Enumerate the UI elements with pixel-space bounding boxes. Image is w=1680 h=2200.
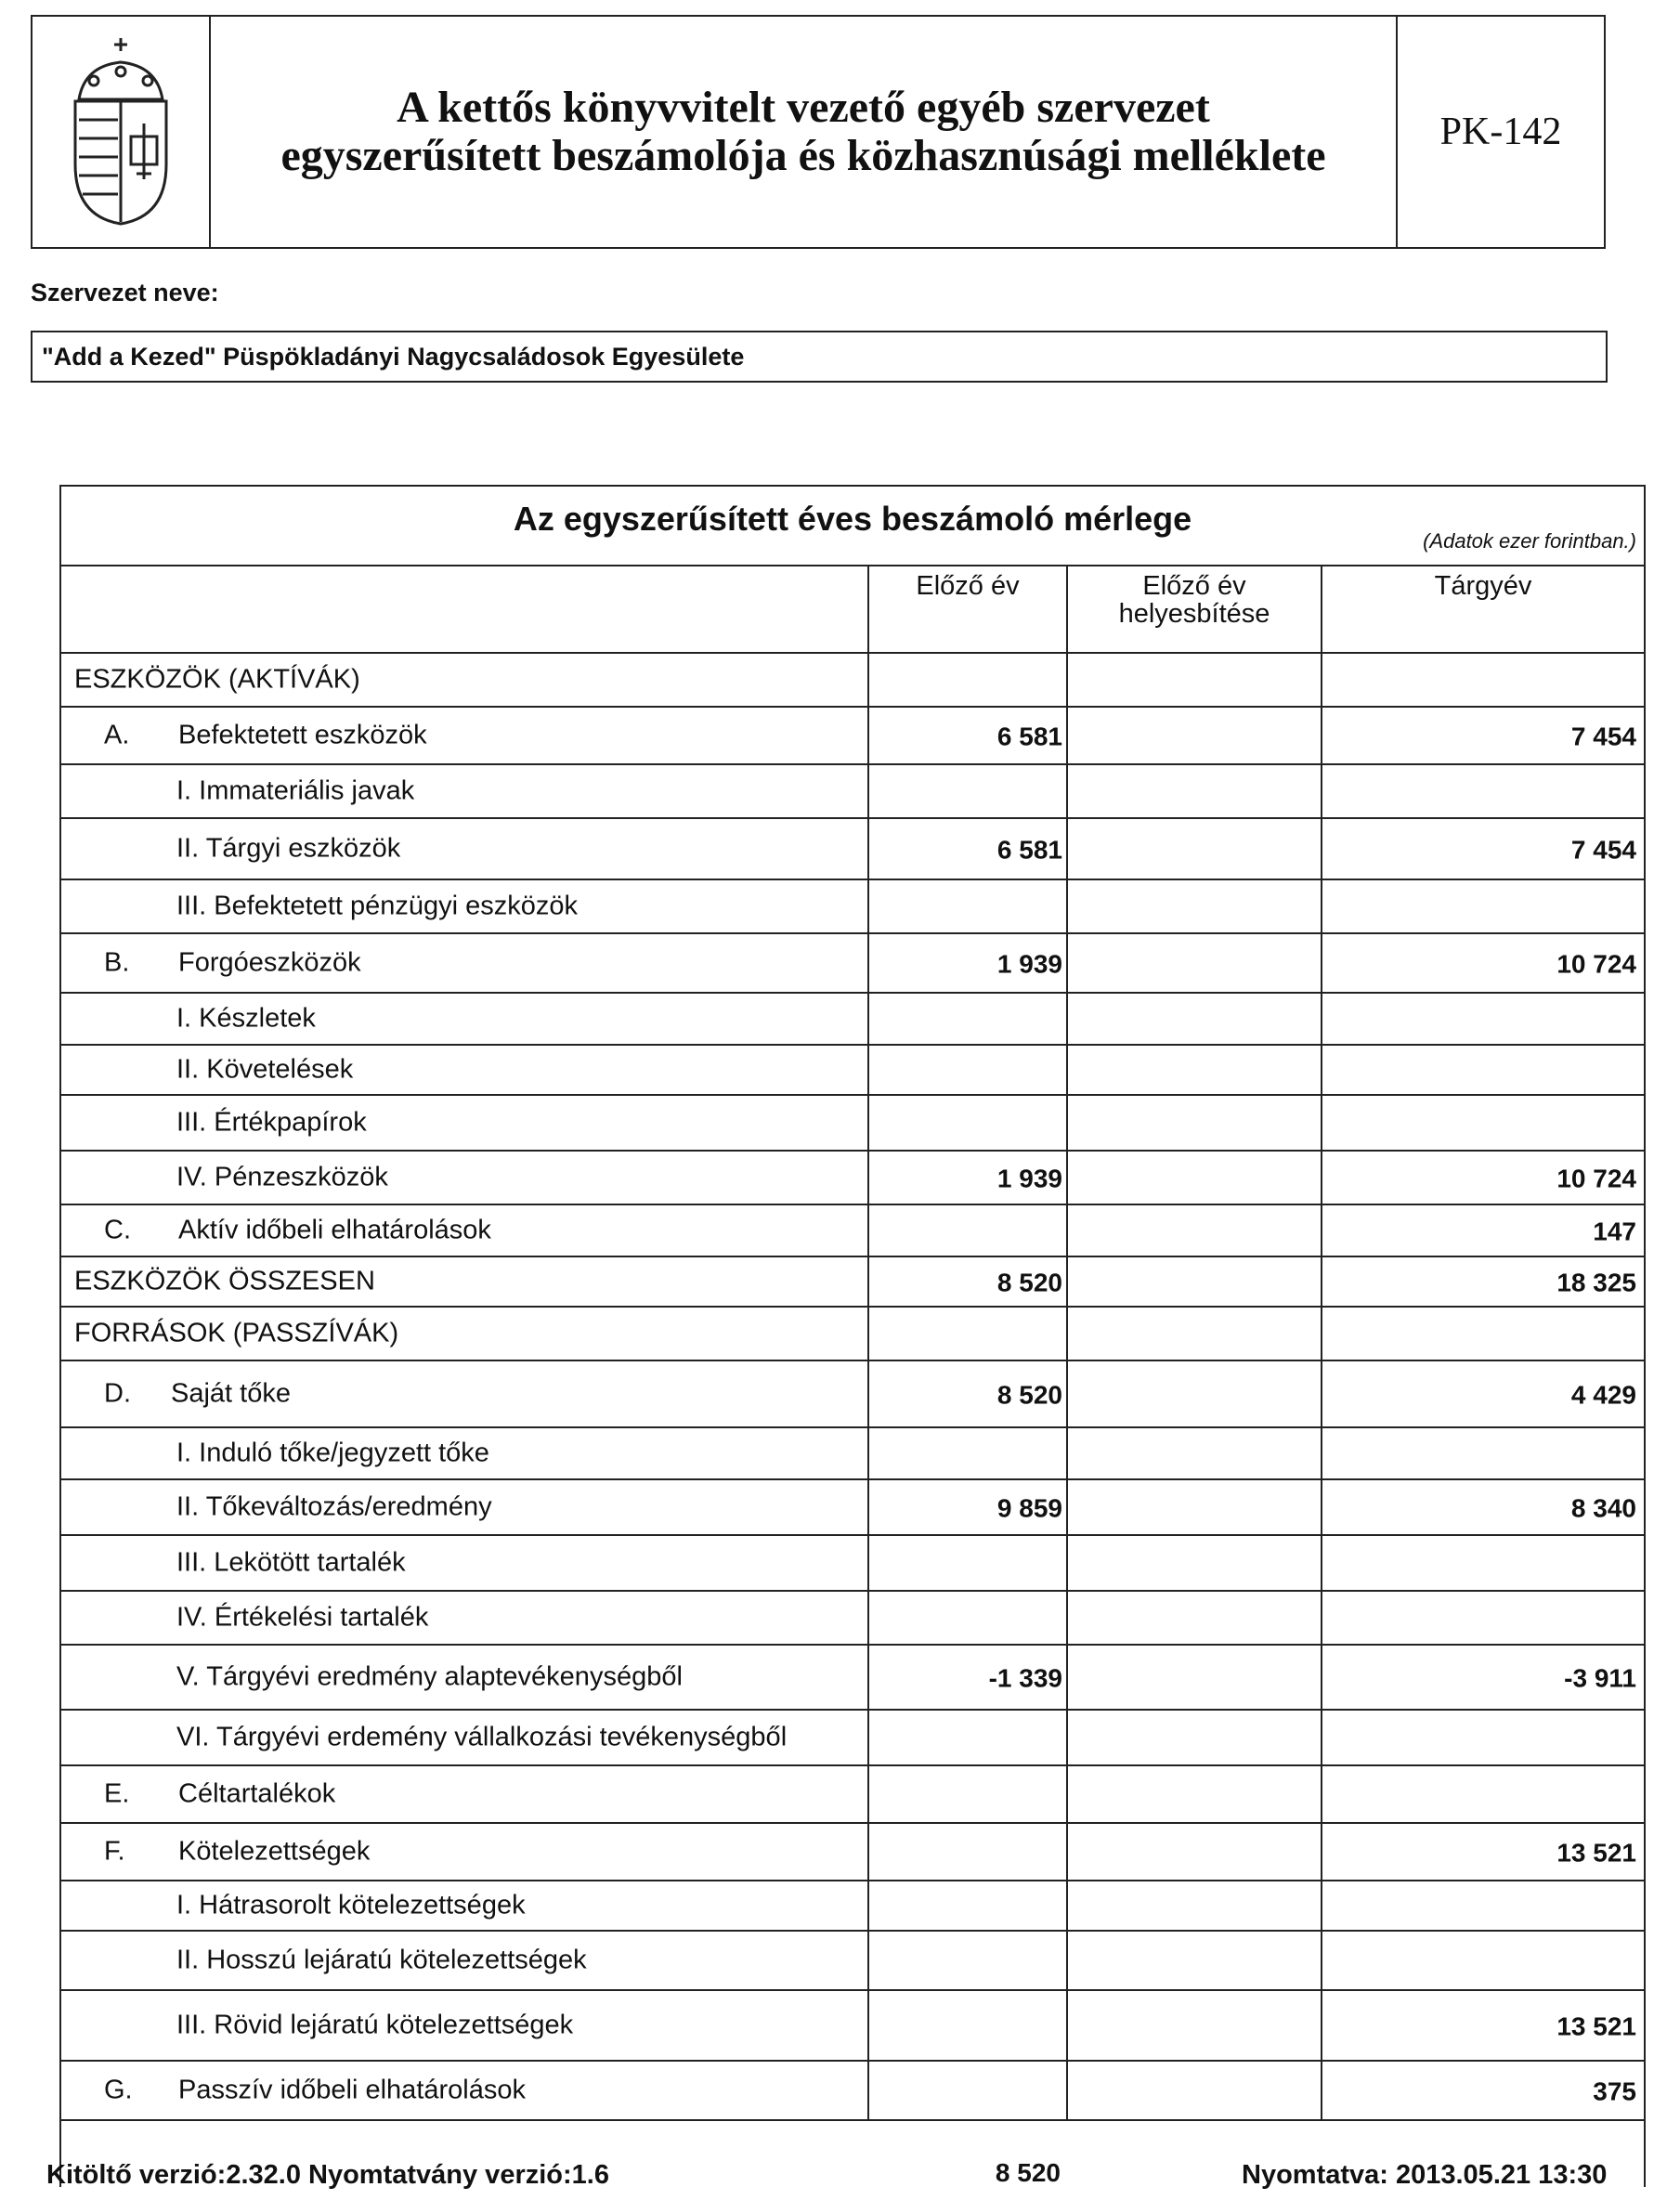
table-row bbox=[61, 654, 1644, 708]
column-divider bbox=[1066, 880, 1068, 932]
column-divider bbox=[1066, 819, 1068, 879]
row-code: F. bbox=[104, 1836, 125, 1867]
column-divider bbox=[1321, 1592, 1322, 1644]
column-divider bbox=[1066, 1646, 1068, 1709]
row-current-year-value: 147 bbox=[1593, 1217, 1636, 1246]
column-divider bbox=[1321, 1881, 1322, 1930]
column-divider bbox=[1066, 1257, 1068, 1306]
hungarian-coat-of-arms-icon bbox=[66, 34, 176, 229]
column-divider bbox=[1066, 1592, 1068, 1644]
column-divider bbox=[867, 1991, 869, 2060]
column-header-correction-line2: helyesbítése bbox=[1118, 599, 1270, 629]
column-divider bbox=[867, 1592, 869, 1644]
row-prev-year-value: 1 939 bbox=[996, 949, 1062, 979]
column-divider bbox=[867, 765, 869, 817]
row-current-year-value: 13 521 bbox=[1556, 2011, 1636, 2041]
row-label: I. Induló tőke/jegyzett tőke bbox=[176, 1438, 489, 1468]
row-current-year-value: 10 724 bbox=[1556, 949, 1636, 979]
column-divider bbox=[1066, 1536, 1068, 1590]
column-divider bbox=[1321, 880, 1322, 932]
row-label: ESZKÖZÖK (AKTÍVÁK) bbox=[74, 664, 360, 695]
column-divider bbox=[867, 654, 869, 706]
row-prev-year-value: 1 939 bbox=[996, 1164, 1062, 1193]
row-current-year-value: 7 454 bbox=[1570, 722, 1636, 751]
organization-name-field: "Add a Kezed" Püspökladányi Nagycsaládosok Egyesülete bbox=[31, 331, 1608, 383]
table-row bbox=[61, 994, 1644, 1046]
table-row bbox=[61, 1824, 1644, 1881]
column-divider bbox=[867, 1428, 869, 1478]
column-divider bbox=[1066, 1932, 1068, 1989]
row-label: Forgóeszközök bbox=[178, 947, 361, 978]
row-label: I. Készletek bbox=[176, 1003, 316, 1034]
table-row bbox=[61, 880, 1644, 934]
table-row bbox=[61, 819, 1644, 880]
column-divider bbox=[1066, 765, 1068, 817]
table-row bbox=[61, 1646, 1644, 1711]
column-divider bbox=[1066, 1308, 1068, 1360]
row-label: I. Hátrasorolt kötelezettségek bbox=[176, 1890, 526, 1920]
row-label: Saját tőke bbox=[171, 1378, 291, 1409]
column-divider bbox=[867, 1766, 869, 1822]
column-divider bbox=[1066, 1361, 1068, 1426]
column-divider bbox=[1321, 1096, 1322, 1150]
column-divider bbox=[1066, 1428, 1068, 1478]
column-divider bbox=[1321, 1711, 1322, 1764]
column-divider bbox=[1066, 994, 1068, 1044]
form-code: PK-142 bbox=[1439, 111, 1562, 153]
column-divider bbox=[1066, 1480, 1068, 1534]
column-divider bbox=[1066, 1205, 1068, 1256]
column-divider bbox=[1066, 2062, 1068, 2119]
balance-sheet-title: Az egyszerűsített éves beszámoló mérlege bbox=[513, 500, 1192, 538]
row-prev-year-value: 6 581 bbox=[996, 835, 1062, 865]
column-divider bbox=[867, 1205, 869, 1256]
column-divider bbox=[1321, 1536, 1322, 1590]
table-row bbox=[61, 1205, 1644, 1257]
column-divider bbox=[867, 1932, 869, 1989]
table-row bbox=[61, 1152, 1644, 1205]
organization-label: Szervezet neve: bbox=[31, 279, 219, 306]
table-row bbox=[61, 1308, 1644, 1361]
column-divider bbox=[867, 1046, 869, 1094]
row-prev-year-value: 8 520 bbox=[996, 1380, 1062, 1410]
table-row bbox=[61, 1536, 1644, 1592]
row-label: II. Követelések bbox=[176, 1054, 354, 1085]
column-divider bbox=[867, 994, 869, 1044]
row-label: II. Tőkeváltozás/eredmény bbox=[176, 1491, 492, 1522]
balance-sheet-table bbox=[59, 485, 1646, 2187]
row-label: III. Befektetett pénzügyi eszközök bbox=[176, 891, 579, 921]
row-label: III. Rövid lejáratú kötelezettségek bbox=[176, 2010, 574, 2040]
column-divider bbox=[1066, 1881, 1068, 1930]
row-label: III. Lekötött tartalék bbox=[176, 1547, 406, 1578]
form-title-line1: A kettős könyvvitelt vezető egyéb szervezet bbox=[397, 83, 1210, 132]
table-row bbox=[61, 1592, 1644, 1646]
row-label: ESZKÖZÖK ÖSSZESEN bbox=[74, 1266, 375, 1296]
column-divider bbox=[1321, 1046, 1322, 1094]
row-code: B. bbox=[104, 947, 130, 978]
column-divider bbox=[1066, 1152, 1068, 1204]
row-label: III. Értékpapírok bbox=[176, 1107, 367, 1138]
column-header-correction-line1: Előző év bbox=[1142, 571, 1246, 601]
form-title bbox=[211, 17, 1398, 247]
row-current-year-value: 18 325 bbox=[1556, 1268, 1636, 1297]
column-divider bbox=[1066, 708, 1068, 763]
table-row bbox=[61, 1046, 1644, 1096]
column-header-correction bbox=[1068, 572, 1321, 628]
row-code: C. bbox=[104, 1215, 131, 1245]
units-note: (Adatok ezer forintban.) bbox=[1423, 529, 1636, 553]
table-row bbox=[61, 1991, 1644, 2062]
table-row bbox=[61, 1361, 1644, 1428]
table-row bbox=[61, 1257, 1644, 1308]
row-label: IV. Pénzeszközök bbox=[176, 1162, 388, 1192]
column-divider bbox=[1066, 1766, 1068, 1822]
row-code: G. bbox=[104, 2075, 133, 2105]
column-divider bbox=[867, 1308, 869, 1360]
row-current-year-value: 10 724 bbox=[1556, 1164, 1636, 1193]
row-code: E. bbox=[104, 1778, 130, 1809]
balance-sheet-title-row bbox=[61, 487, 1644, 566]
balance-sheet-rows bbox=[61, 654, 1644, 2121]
form-header bbox=[31, 15, 1606, 249]
column-divider bbox=[1066, 1824, 1068, 1880]
row-prev-year-value: 8 520 bbox=[996, 1268, 1062, 1297]
column-divider bbox=[1066, 1711, 1068, 1764]
row-prev-year-value: 6 581 bbox=[996, 722, 1062, 751]
table-row bbox=[61, 765, 1644, 819]
column-divider bbox=[1066, 1046, 1068, 1094]
column-header-prev-year: Előző év bbox=[916, 571, 1020, 601]
column-divider bbox=[1066, 1991, 1068, 2060]
column-divider bbox=[1321, 1428, 1322, 1478]
row-label: Passzív időbeli elhatárolások bbox=[178, 2075, 526, 2105]
table-row bbox=[61, 1881, 1644, 1932]
column-divider bbox=[1321, 654, 1322, 706]
table-row bbox=[61, 1932, 1644, 1991]
row-prev-year-value: 9 859 bbox=[996, 1493, 1062, 1523]
footer-total-prev: 8 520 bbox=[995, 2158, 1061, 2187]
row-label: Aktív időbeli elhatárolások bbox=[178, 1215, 491, 1245]
row-label: V. Tárgyévi eredmény alaptevékenységből bbox=[176, 1661, 683, 1692]
column-divider bbox=[1321, 765, 1322, 817]
row-current-year-value: -3 911 bbox=[1564, 1663, 1636, 1693]
column-header-row bbox=[61, 566, 1644, 654]
form-title-line2: egyszerűsített beszámolója és közhasznúsági melléklete bbox=[280, 131, 1326, 180]
footer-version: Kitöltő verzió:2.32.0 Nyomtatvány verzió:1.6 bbox=[46, 2160, 609, 2190]
table-row bbox=[61, 1096, 1644, 1152]
row-label: Céltartalékok bbox=[178, 1778, 336, 1809]
column-divider bbox=[867, 1711, 869, 1764]
row-current-year-value: 8 340 bbox=[1570, 1493, 1636, 1523]
row-label: FORRÁSOK (PASSZÍVÁK) bbox=[74, 1318, 399, 1348]
column-divider bbox=[867, 2062, 869, 2119]
column-divider bbox=[1066, 1096, 1068, 1150]
row-prev-year-value: -1 339 bbox=[988, 1663, 1062, 1693]
table-row bbox=[61, 934, 1644, 994]
column-divider bbox=[867, 1824, 869, 1880]
table-row bbox=[61, 1480, 1644, 1536]
table-row bbox=[61, 1766, 1644, 1824]
row-current-year-value: 7 454 bbox=[1570, 835, 1636, 865]
column-divider bbox=[1066, 654, 1068, 706]
column-divider bbox=[1321, 1308, 1322, 1360]
table-row bbox=[61, 1428, 1644, 1480]
row-label: VI. Tárgyévi erdemény vállalkozási tevékenységből bbox=[176, 1722, 788, 1752]
column-divider bbox=[867, 1881, 869, 1930]
footer-print-date: Nyomtatva: 2013.05.21 13:30 bbox=[1242, 2160, 1608, 2190]
row-current-year-value: 375 bbox=[1593, 2076, 1636, 2106]
row-label: II. Tárgyi eszközök bbox=[176, 833, 401, 864]
row-label: IV. Értékelési tartalék bbox=[176, 1602, 429, 1633]
crest-cell bbox=[33, 17, 211, 247]
column-divider bbox=[867, 1096, 869, 1150]
table-row bbox=[61, 1711, 1644, 1766]
row-label: Kötelezettségek bbox=[178, 1836, 371, 1867]
row-current-year-value: 13 521 bbox=[1556, 1838, 1636, 1868]
column-header-current-year: Tárgyév bbox=[1434, 571, 1532, 601]
row-label: Befektetett eszközök bbox=[178, 720, 427, 750]
column-divider bbox=[1321, 1932, 1322, 1989]
table-row bbox=[61, 2062, 1644, 2121]
column-divider bbox=[867, 880, 869, 932]
row-label: I. Immateriális javak bbox=[176, 775, 415, 806]
table-row bbox=[61, 708, 1644, 765]
row-code: D. bbox=[104, 1378, 131, 1409]
column-divider bbox=[1066, 934, 1068, 992]
column-divider bbox=[1321, 994, 1322, 1044]
row-label: II. Hosszú lejáratú kötelezettségek bbox=[176, 1945, 587, 1975]
row-code: A. bbox=[104, 720, 130, 750]
column-divider bbox=[1321, 1766, 1322, 1822]
row-current-year-value: 4 429 bbox=[1570, 1380, 1636, 1410]
column-divider bbox=[867, 1536, 869, 1590]
